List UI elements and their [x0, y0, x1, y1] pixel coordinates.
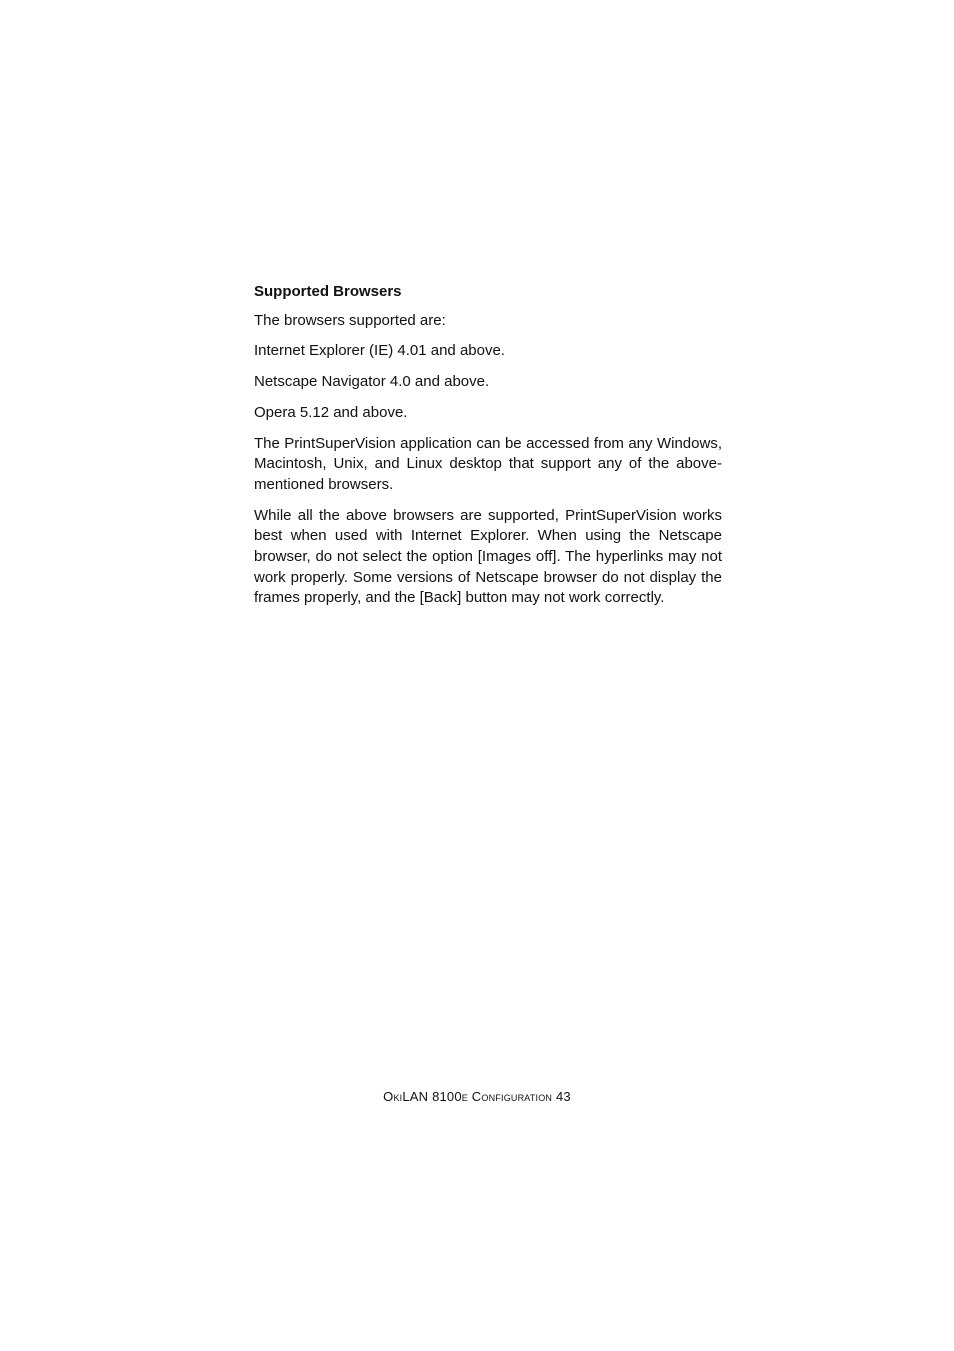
page-footer	[0, 1089, 954, 1104]
section-heading: Supported Browsers	[254, 283, 402, 300]
access-paragraph: The PrintSuperVision application can be accessed from any Windows, Macintosh, Unix, and Linux desktop that support any of the above-mentioned browsers.	[254, 434, 722, 493]
recommendation-paragraph: While all the above browsers are supported, PrintSuperVision works best when used with Internet Explorer. When using the Netscape browser, do not select the option [Images off]. The hyperlinks may not work properly. Some versions of Netscape browser do not display the frames properly, and the [Back] button may not work correctly.	[254, 506, 722, 607]
browser-netscape-paragraph: Netscape Navigator 4.0 and above.	[254, 373, 490, 391]
browser-ie-paragraph: Internet Explorer (IE) 4.01 and above.	[254, 342, 505, 360]
footer-title: OkiLAN 8100e Configuration	[383, 1089, 553, 1104]
page-content	[254, 282, 722, 619]
browser-opera-paragraph: Opera 5.12 and above.	[254, 403, 408, 421]
footer-page-number: 43	[555, 1089, 571, 1104]
intro-paragraph: The browsers supported are:	[254, 311, 446, 329]
